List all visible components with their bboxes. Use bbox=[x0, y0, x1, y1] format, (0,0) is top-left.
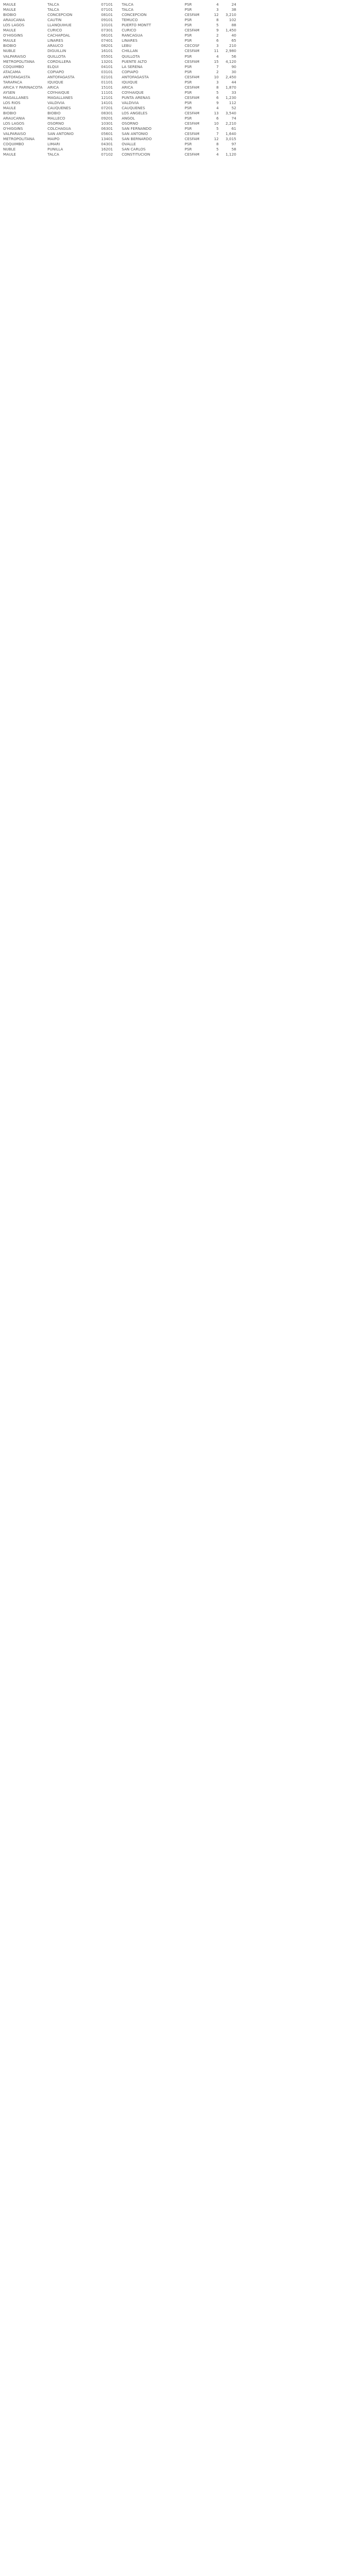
commune-cell: TALCA bbox=[122, 2, 134, 7]
region-cell: BIOBIO bbox=[3, 43, 17, 48]
code-cell: 14101 bbox=[101, 100, 113, 105]
commune-cell: CAUQUENES bbox=[122, 106, 145, 110]
commune-cell: PUENTE ALTO bbox=[122, 59, 147, 64]
table-row bbox=[0, 126, 360, 131]
commune-cell: CHILLAN bbox=[122, 48, 138, 54]
commune-cell: RANCAGUA bbox=[122, 33, 143, 38]
commune-cell: LOS ANGELES bbox=[122, 111, 148, 116]
commune-cell: ANGOL bbox=[122, 116, 135, 121]
count-cell: 8 bbox=[216, 84, 219, 90]
code-cell: 15101 bbox=[101, 84, 113, 90]
kind-cell: PSR bbox=[185, 147, 192, 152]
count-cell: 3 bbox=[216, 79, 219, 84]
region-cell: O'HIGGINS bbox=[3, 126, 23, 131]
code-cell: 04101 bbox=[101, 64, 113, 69]
code-cell: 05601 bbox=[101, 131, 113, 137]
code-cell: 05501 bbox=[101, 54, 113, 59]
count-cell: 6 bbox=[216, 116, 219, 121]
province-cell: DIGUILLIN bbox=[47, 48, 67, 54]
kind-cell: PSR bbox=[185, 100, 192, 105]
table-row bbox=[0, 43, 360, 48]
kind-cell: PSR bbox=[185, 18, 192, 23]
count-cell: 6 bbox=[216, 95, 219, 100]
province-cell: VALDIVIA bbox=[47, 100, 64, 105]
table-row bbox=[0, 142, 360, 147]
kind-cell: CECOSF bbox=[185, 43, 200, 48]
kind-cell: PSR bbox=[185, 2, 192, 7]
region-cell: MAGALLANES bbox=[3, 95, 29, 100]
commune-cell: COYHAIQUE bbox=[122, 90, 144, 95]
region-cell: ATACAMA bbox=[3, 69, 21, 74]
region-cell: BIOBIO bbox=[3, 12, 17, 18]
total-cell: 52 bbox=[231, 106, 236, 110]
total-cell: 3,540 bbox=[225, 111, 236, 116]
code-cell: 13401 bbox=[101, 137, 113, 142]
total-cell: 210 bbox=[229, 43, 236, 48]
province-cell: COYHAIQUE bbox=[47, 90, 70, 95]
province-cell: CACHAPOAL bbox=[47, 33, 70, 38]
kind-cell: CESFAM bbox=[185, 74, 200, 79]
code-cell: 13201 bbox=[101, 59, 113, 64]
total-cell: 30 bbox=[231, 69, 236, 74]
code-cell: 01101 bbox=[101, 79, 113, 84]
count-cell: 3 bbox=[216, 7, 219, 12]
region-cell: NUBLE bbox=[3, 147, 16, 152]
total-cell: 65 bbox=[231, 38, 236, 43]
province-cell: IQUIQUE bbox=[47, 79, 63, 84]
table-row bbox=[0, 90, 360, 95]
province-cell: CONCEPCION bbox=[47, 12, 73, 18]
total-cell: 44 bbox=[231, 79, 236, 84]
commune-cell: SAN BERNARDO bbox=[122, 137, 152, 142]
kind-cell: PSR bbox=[185, 126, 192, 131]
code-cell: 06101 bbox=[101, 33, 113, 38]
code-cell: 11101 bbox=[101, 90, 113, 95]
province-cell: MAGALLANES bbox=[47, 95, 73, 100]
region-cell: ARICA Y PARINACOTA bbox=[3, 84, 43, 90]
kind-cell: PSR bbox=[185, 64, 192, 69]
kind-cell: CESFAM bbox=[185, 84, 200, 90]
region-cell: LOS LAGOS bbox=[3, 121, 25, 126]
kind-cell: PSR bbox=[185, 116, 192, 121]
province-cell: CURICO bbox=[47, 28, 62, 33]
table-row bbox=[0, 75, 360, 80]
province-cell: ELQUI bbox=[47, 64, 59, 69]
total-cell: 24 bbox=[231, 2, 236, 7]
total-cell: 3,015 bbox=[225, 137, 236, 142]
commune-cell: LEBU bbox=[122, 43, 132, 48]
code-cell: 07102 bbox=[101, 152, 113, 157]
code-cell: 07301 bbox=[101, 28, 113, 33]
code-cell: 10101 bbox=[101, 23, 113, 28]
kind-cell: CESFAM bbox=[185, 48, 200, 54]
commune-cell: CONSTITUCION bbox=[122, 152, 150, 157]
kind-cell: PSR bbox=[185, 79, 192, 84]
table-row bbox=[0, 70, 360, 75]
province-cell: OSORNO bbox=[47, 121, 64, 126]
region-cell: LOS RIOS bbox=[3, 100, 21, 105]
code-cell: 08101 bbox=[101, 12, 113, 18]
commune-cell: QUILLOTA bbox=[122, 54, 140, 59]
commune-cell: SAN ANTONIO bbox=[122, 131, 148, 137]
commune-cell: IQUIQUE bbox=[122, 79, 138, 84]
count-cell: 4 bbox=[216, 152, 219, 157]
total-cell: 1,230 bbox=[225, 95, 236, 100]
province-cell: LLANQUIHUE bbox=[47, 23, 72, 28]
region-cell: COQUIMBO bbox=[3, 142, 24, 147]
commune-cell: SAN CARLOS bbox=[122, 147, 146, 152]
province-cell: ANTOFAGASTA bbox=[47, 74, 75, 79]
province-cell: COPIAPO bbox=[47, 69, 64, 74]
count-cell: 7 bbox=[216, 131, 219, 137]
commune-cell: OSORNO bbox=[122, 121, 138, 126]
table-row bbox=[0, 100, 360, 106]
region-cell: ANTOFAGASTA bbox=[3, 74, 30, 79]
count-cell: 10 bbox=[214, 121, 219, 126]
kind-cell: PSR bbox=[185, 142, 192, 147]
total-cell: 102 bbox=[229, 18, 236, 23]
code-cell: 09101 bbox=[101, 18, 113, 23]
total-cell: 38 bbox=[231, 7, 236, 12]
province-cell: CORDILLERA bbox=[47, 59, 71, 64]
count-cell: 2 bbox=[216, 33, 219, 38]
kind-cell: CESFAM bbox=[185, 28, 200, 33]
kind-cell: PSR bbox=[185, 7, 192, 12]
total-cell: 61 bbox=[231, 126, 236, 131]
kind-cell: PSR bbox=[185, 106, 192, 110]
region-cell: VALPARAISO bbox=[3, 54, 26, 59]
total-cell: 2,450 bbox=[225, 74, 236, 79]
table-row bbox=[0, 85, 360, 90]
table-row bbox=[0, 106, 360, 111]
table-row bbox=[0, 2, 360, 7]
commune-cell: SAN FERNANDO bbox=[122, 126, 152, 131]
count-cell: 4 bbox=[216, 54, 219, 59]
code-cell: 07101 bbox=[101, 7, 113, 12]
table-row bbox=[0, 111, 360, 116]
count-cell: 5 bbox=[216, 126, 219, 131]
region-cell: MAULE bbox=[3, 152, 16, 157]
total-cell: 1,640 bbox=[225, 131, 236, 137]
kind-cell: PSR bbox=[185, 38, 192, 43]
commune-cell: OVALLE bbox=[122, 142, 136, 147]
table-row bbox=[0, 64, 360, 70]
code-cell: 16101 bbox=[101, 48, 113, 54]
region-cell: TARAPACA bbox=[3, 79, 22, 84]
region-cell: AYSEN bbox=[3, 90, 15, 95]
code-cell: 12101 bbox=[101, 95, 113, 100]
count-cell: 6 bbox=[216, 38, 219, 43]
total-cell: 56 bbox=[231, 54, 236, 59]
code-cell: 09201 bbox=[101, 116, 113, 121]
table-row bbox=[0, 121, 360, 126]
region-cell: NUBLE bbox=[3, 48, 16, 54]
region-cell: VALPARAISO bbox=[3, 131, 26, 137]
province-cell: TALCA bbox=[47, 7, 59, 12]
table-row bbox=[0, 95, 360, 100]
commune-cell: CURICO bbox=[122, 28, 137, 33]
count-cell: 8 bbox=[216, 18, 219, 23]
kind-cell: CESFAM bbox=[185, 95, 200, 100]
table-row bbox=[0, 48, 360, 54]
total-cell: 97 bbox=[231, 142, 236, 147]
count-cell: 5 bbox=[216, 147, 219, 152]
region-cell: ARAUCANIA bbox=[3, 116, 25, 121]
code-cell: 07401 bbox=[101, 38, 113, 43]
code-cell: 02101 bbox=[101, 74, 113, 79]
total-cell: 74 bbox=[231, 116, 236, 121]
kind-cell: CESFAM bbox=[185, 137, 200, 142]
table-row bbox=[0, 23, 360, 28]
region-cell: METROPOLITANA bbox=[3, 137, 35, 142]
table-row bbox=[0, 80, 360, 85]
province-cell: LIMARI bbox=[47, 142, 60, 147]
region-cell: MAULE bbox=[3, 7, 16, 12]
total-cell: 1,870 bbox=[225, 84, 236, 90]
table-row bbox=[0, 12, 360, 18]
code-cell: 16201 bbox=[101, 147, 113, 152]
commune-cell: PUERTO MONTT bbox=[122, 23, 151, 28]
province-cell: COLCHAGUA bbox=[47, 126, 71, 131]
table-row bbox=[0, 18, 360, 23]
kind-cell: CESFAM bbox=[185, 152, 200, 157]
kind-cell: CESFAM bbox=[185, 131, 200, 137]
count-cell: 2 bbox=[216, 69, 219, 74]
total-cell: 58 bbox=[231, 147, 236, 152]
region-cell: MAULE bbox=[3, 2, 16, 7]
table-row bbox=[0, 38, 360, 43]
province-cell: ARICA bbox=[47, 84, 59, 90]
count-cell: 5 bbox=[216, 23, 219, 28]
kind-cell: PSR bbox=[185, 33, 192, 38]
commune-cell: TALCA bbox=[122, 7, 134, 12]
province-cell: QUILLOTA bbox=[47, 54, 66, 59]
code-cell: 07201 bbox=[101, 106, 113, 110]
region-cell: METROPOLITANA bbox=[3, 59, 35, 64]
table-row bbox=[0, 33, 360, 38]
count-cell: 13 bbox=[214, 111, 219, 116]
total-cell: 40 bbox=[231, 33, 236, 38]
commune-cell: ANTOFAGASTA bbox=[122, 74, 149, 79]
count-cell: 5 bbox=[216, 90, 219, 95]
count-cell: 12 bbox=[214, 12, 219, 18]
province-cell: SAN ANTONIO bbox=[47, 131, 74, 137]
region-cell: MAULE bbox=[3, 106, 16, 110]
code-cell: 06301 bbox=[101, 126, 113, 131]
province-cell: CAUTIN bbox=[47, 18, 62, 23]
region-cell: O'HIGGINS bbox=[3, 33, 23, 38]
table-row bbox=[0, 59, 360, 64]
code-cell: 03101 bbox=[101, 69, 113, 74]
count-cell: 7 bbox=[216, 64, 219, 69]
kind-cell: PSR bbox=[185, 54, 192, 59]
count-cell: 8 bbox=[216, 142, 219, 147]
commune-cell: VALDIVIA bbox=[122, 100, 139, 105]
commune-cell: PUNTA ARENAS bbox=[122, 95, 151, 100]
kind-cell: CESFAM bbox=[185, 59, 200, 64]
table-row bbox=[0, 131, 360, 137]
total-cell: 2,210 bbox=[225, 121, 236, 126]
count-cell: 10 bbox=[214, 74, 219, 79]
total-cell: 90 bbox=[231, 64, 236, 69]
table-row bbox=[0, 116, 360, 121]
code-cell: 10301 bbox=[101, 121, 113, 126]
province-cell: MALLECO bbox=[47, 116, 66, 121]
region-cell: COQUIMBO bbox=[3, 64, 24, 69]
kind-cell: CESFAM bbox=[185, 12, 200, 18]
kind-cell: PSR bbox=[185, 90, 192, 95]
count-cell: 3 bbox=[216, 43, 219, 48]
province-cell: TALCA bbox=[47, 152, 59, 157]
commune-cell: CONCEPCION bbox=[122, 12, 147, 18]
count-cell: 11 bbox=[214, 48, 219, 54]
province-cell: LINARES bbox=[47, 38, 63, 43]
table-row bbox=[0, 137, 360, 142]
kind-cell: CESFAM bbox=[185, 111, 200, 116]
count-cell: 9 bbox=[216, 100, 219, 105]
code-cell: 04301 bbox=[101, 142, 113, 147]
total-cell: 33 bbox=[231, 90, 236, 95]
commune-cell: TEMUCO bbox=[122, 18, 138, 23]
code-cell: 08301 bbox=[101, 111, 113, 116]
count-cell: 9 bbox=[216, 28, 219, 33]
region-cell: MAULE bbox=[3, 38, 16, 43]
total-cell: 2,980 bbox=[225, 48, 236, 54]
province-cell: BIOBIO bbox=[47, 111, 61, 116]
total-cell: 1,450 bbox=[225, 28, 236, 33]
count-cell: 4 bbox=[216, 2, 219, 7]
region-cell: ARAUCANIA bbox=[3, 18, 25, 23]
kind-cell: CESFAM bbox=[185, 121, 200, 126]
table-row bbox=[0, 147, 360, 152]
total-cell: 1,120 bbox=[225, 152, 236, 157]
code-cell: 08201 bbox=[101, 43, 113, 48]
count-cell: 4 bbox=[216, 106, 219, 110]
kind-cell: PSR bbox=[185, 23, 192, 28]
province-cell: CAUQUENES bbox=[47, 106, 71, 110]
province-cell: PUNILLA bbox=[47, 147, 63, 152]
total-cell: 88 bbox=[231, 23, 236, 28]
province-cell: TALCA bbox=[47, 2, 59, 7]
table-row bbox=[0, 7, 360, 12]
total-cell: 112 bbox=[229, 100, 236, 105]
region-cell: LOS LAGOS bbox=[3, 23, 25, 28]
commune-cell: ARICA bbox=[122, 84, 133, 90]
code-cell: 07101 bbox=[101, 2, 113, 7]
region-cell: MAULE bbox=[3, 28, 16, 33]
commune-cell: LA SERENA bbox=[122, 64, 143, 69]
count-cell: 12 bbox=[214, 137, 219, 142]
total-cell: 3,210 bbox=[225, 12, 236, 18]
count-cell: 15 bbox=[214, 59, 219, 64]
commune-cell: COPIAPO bbox=[122, 69, 139, 74]
province-cell: MAIPO bbox=[47, 137, 60, 142]
region-cell: BIOBIO bbox=[3, 111, 17, 116]
kind-cell: PSR bbox=[185, 69, 192, 74]
total-cell: 4,120 bbox=[225, 59, 236, 64]
province-cell: ARAUCO bbox=[47, 43, 63, 48]
table-row bbox=[0, 54, 360, 59]
table-row bbox=[0, 152, 360, 157]
commune-cell: LINARES bbox=[122, 38, 138, 43]
table-row bbox=[0, 28, 360, 33]
